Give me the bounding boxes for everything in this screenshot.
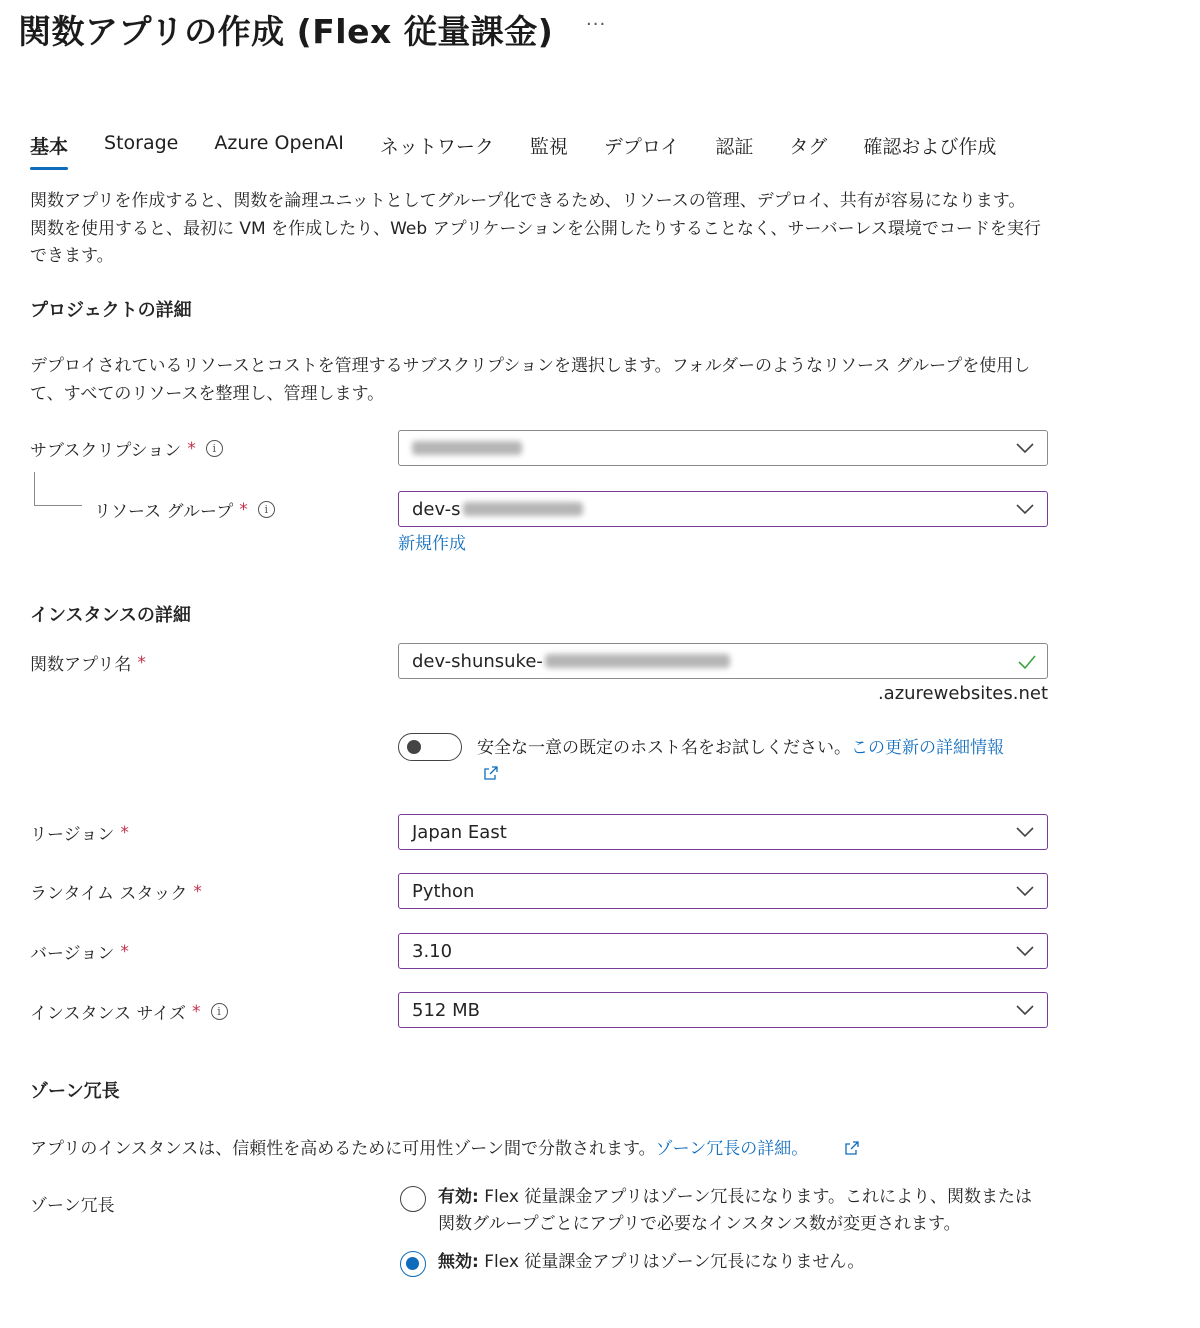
runtime-value: Python [412,880,475,902]
project-desc-line-2: て、すべてのリソースを整理し、管理します。 [30,383,385,404]
zone-enabled-line-1: Flex 従量課金アプリはゾーン冗長になります。これにより、関数または [478,1187,1032,1207]
instance-size-label-text: インスタンス サイズ [30,1004,187,1024]
more-options-button[interactable]: ··· [586,14,607,35]
zone-description [30,1136,808,1163]
project-description [30,353,1050,408]
chevron-down-icon [1015,944,1035,958]
instance-size-label [30,999,228,1024]
instance-size-value: 512 MB [412,999,480,1021]
app-name-value: dev-shunsuke- [412,650,543,672]
region-value: Japan East [412,821,507,843]
version-label-text: バージョン [30,944,115,964]
page-title: 関数アプリの作成 (Flex 従量課金) [18,12,554,51]
subscription-label [30,436,223,461]
redacted-app-name [545,654,730,668]
runtime-label-text: ランタイム スタック [30,884,188,904]
required-marker: * [239,499,248,520]
chevron-down-icon [1015,1003,1035,1017]
tab-bar [30,132,1032,169]
external-link-icon[interactable] [483,765,499,781]
intro-line-1: 関数アプリを作成すると、関数を論理ユニットとしてグループ化できるため、リソースの管理、デプロイ、共有が容易になります。 [30,191,1026,211]
region-label-text: リージョン [30,825,115,845]
version-select[interactable] [398,933,1048,969]
chevron-down-icon [1015,441,1035,455]
zone-enabled-option[interactable] [398,1184,1058,1244]
zone-enabled-line-2: 関数グループごとにアプリで必要なインスタンス数が変更されます。 [438,1214,961,1234]
zone-redundancy-heading: ゾーン冗長 [30,1081,120,1102]
info-icon[interactable]: i [211,1003,228,1020]
subscription-label-text: サブスクリプション [30,441,182,461]
hostname-learn-more-link[interactable]: この更新の詳細情報 [851,738,1004,758]
tab-deployment[interactable]: デプロイ [603,136,680,158]
intro-description [30,188,1050,271]
zone-enabled-text [438,1184,1058,1238]
intro-line-2: 関数を使用すると、最初に VM を作成したり、Web アプリケーションを公開したりすることなく、サーバーレス環境でコードを実行 [30,218,1041,239]
chevron-down-icon [1015,502,1035,516]
tree-connector [34,472,82,506]
info-icon[interactable]: i [206,440,223,457]
required-marker: * [192,1001,201,1022]
tab-monitoring[interactable]: 監視 [529,136,568,158]
zone-disabled-option[interactable] [398,1249,1058,1281]
tab-basics[interactable]: 基本 [30,132,68,169]
app-name-input[interactable] [398,643,1048,679]
app-name-label [30,650,146,675]
intro-line-3: できます。 [30,246,114,266]
zone-learn-more-link[interactable]: ゾーン冗長の詳細。 [655,1139,809,1159]
region-label [30,820,129,845]
zone-disabled-title: 無効: [438,1252,479,1272]
tab-tags[interactable]: タグ [789,136,828,158]
tab-review-create[interactable]: 確認および作成 [863,136,997,158]
domain-suffix: .azurewebsites.net [877,683,1048,704]
resource-group-value: dev-s [412,498,461,520]
check-icon [1017,653,1037,671]
resource-group-label-text: リソース グループ [94,502,234,522]
version-value: 3.10 [412,940,453,962]
zone-disabled-radio[interactable] [400,1251,426,1277]
tab-storage[interactable]: Storage [104,132,179,154]
zone-enabled-title: 有効: [438,1187,479,1207]
zone-disabled-description: Flex 従量課金アプリはゾーン冗長になりません。 [478,1252,865,1272]
tab-azure-openai[interactable]: Azure OpenAI [214,132,344,154]
tab-authentication[interactable]: 認証 [715,136,754,158]
required-marker: * [120,941,129,962]
external-link-icon[interactable] [844,1140,860,1156]
toggle-description [477,735,1047,762]
redacted-resource-group [463,502,583,516]
chevron-down-icon [1015,825,1035,839]
toggle-text: 安全な一意の既定のホスト名をお試しください。 [477,738,851,758]
instance-details-heading: インスタンスの詳細 [30,605,191,626]
project-desc-line-1: デプロイされているリソースとコストを管理するサブスクリプションを選択します。フォルダーのようなリソース グループを使用し [30,356,1031,376]
zone-disabled-text [438,1249,1058,1276]
required-marker: * [120,822,129,843]
instance-size-select[interactable] [398,992,1048,1028]
app-name-label-text: 関数アプリ名 [30,655,132,675]
resource-group-label [94,497,275,522]
project-details-heading: プロジェクトの詳細 [30,300,192,321]
toggle-knob [407,740,421,754]
zone-enabled-radio[interactable] [400,1186,426,1212]
required-marker: * [193,881,202,902]
tab-network[interactable]: ネットワーク [379,136,494,158]
resource-group-select[interactable] [398,491,1048,527]
runtime-label [30,879,202,904]
subscription-select[interactable] [398,430,1048,466]
required-marker: * [187,438,196,459]
unique-hostname-toggle[interactable] [398,733,462,761]
version-label [30,939,129,964]
chevron-down-icon [1015,884,1035,898]
zone-desc-text: アプリのインスタンスは、信頼性を高めるために可用性ゾーン間で分散されます。 [30,1139,656,1159]
runtime-stack-select[interactable] [398,873,1048,909]
info-icon[interactable]: i [258,501,275,518]
create-new-resource-group-link[interactable]: 新規作成 [398,534,466,554]
required-marker: * [137,652,146,673]
redacted-subscription [412,441,522,455]
zone-redundancy-label: ゾーン冗長 [30,1196,115,1216]
region-select[interactable] [398,814,1048,850]
